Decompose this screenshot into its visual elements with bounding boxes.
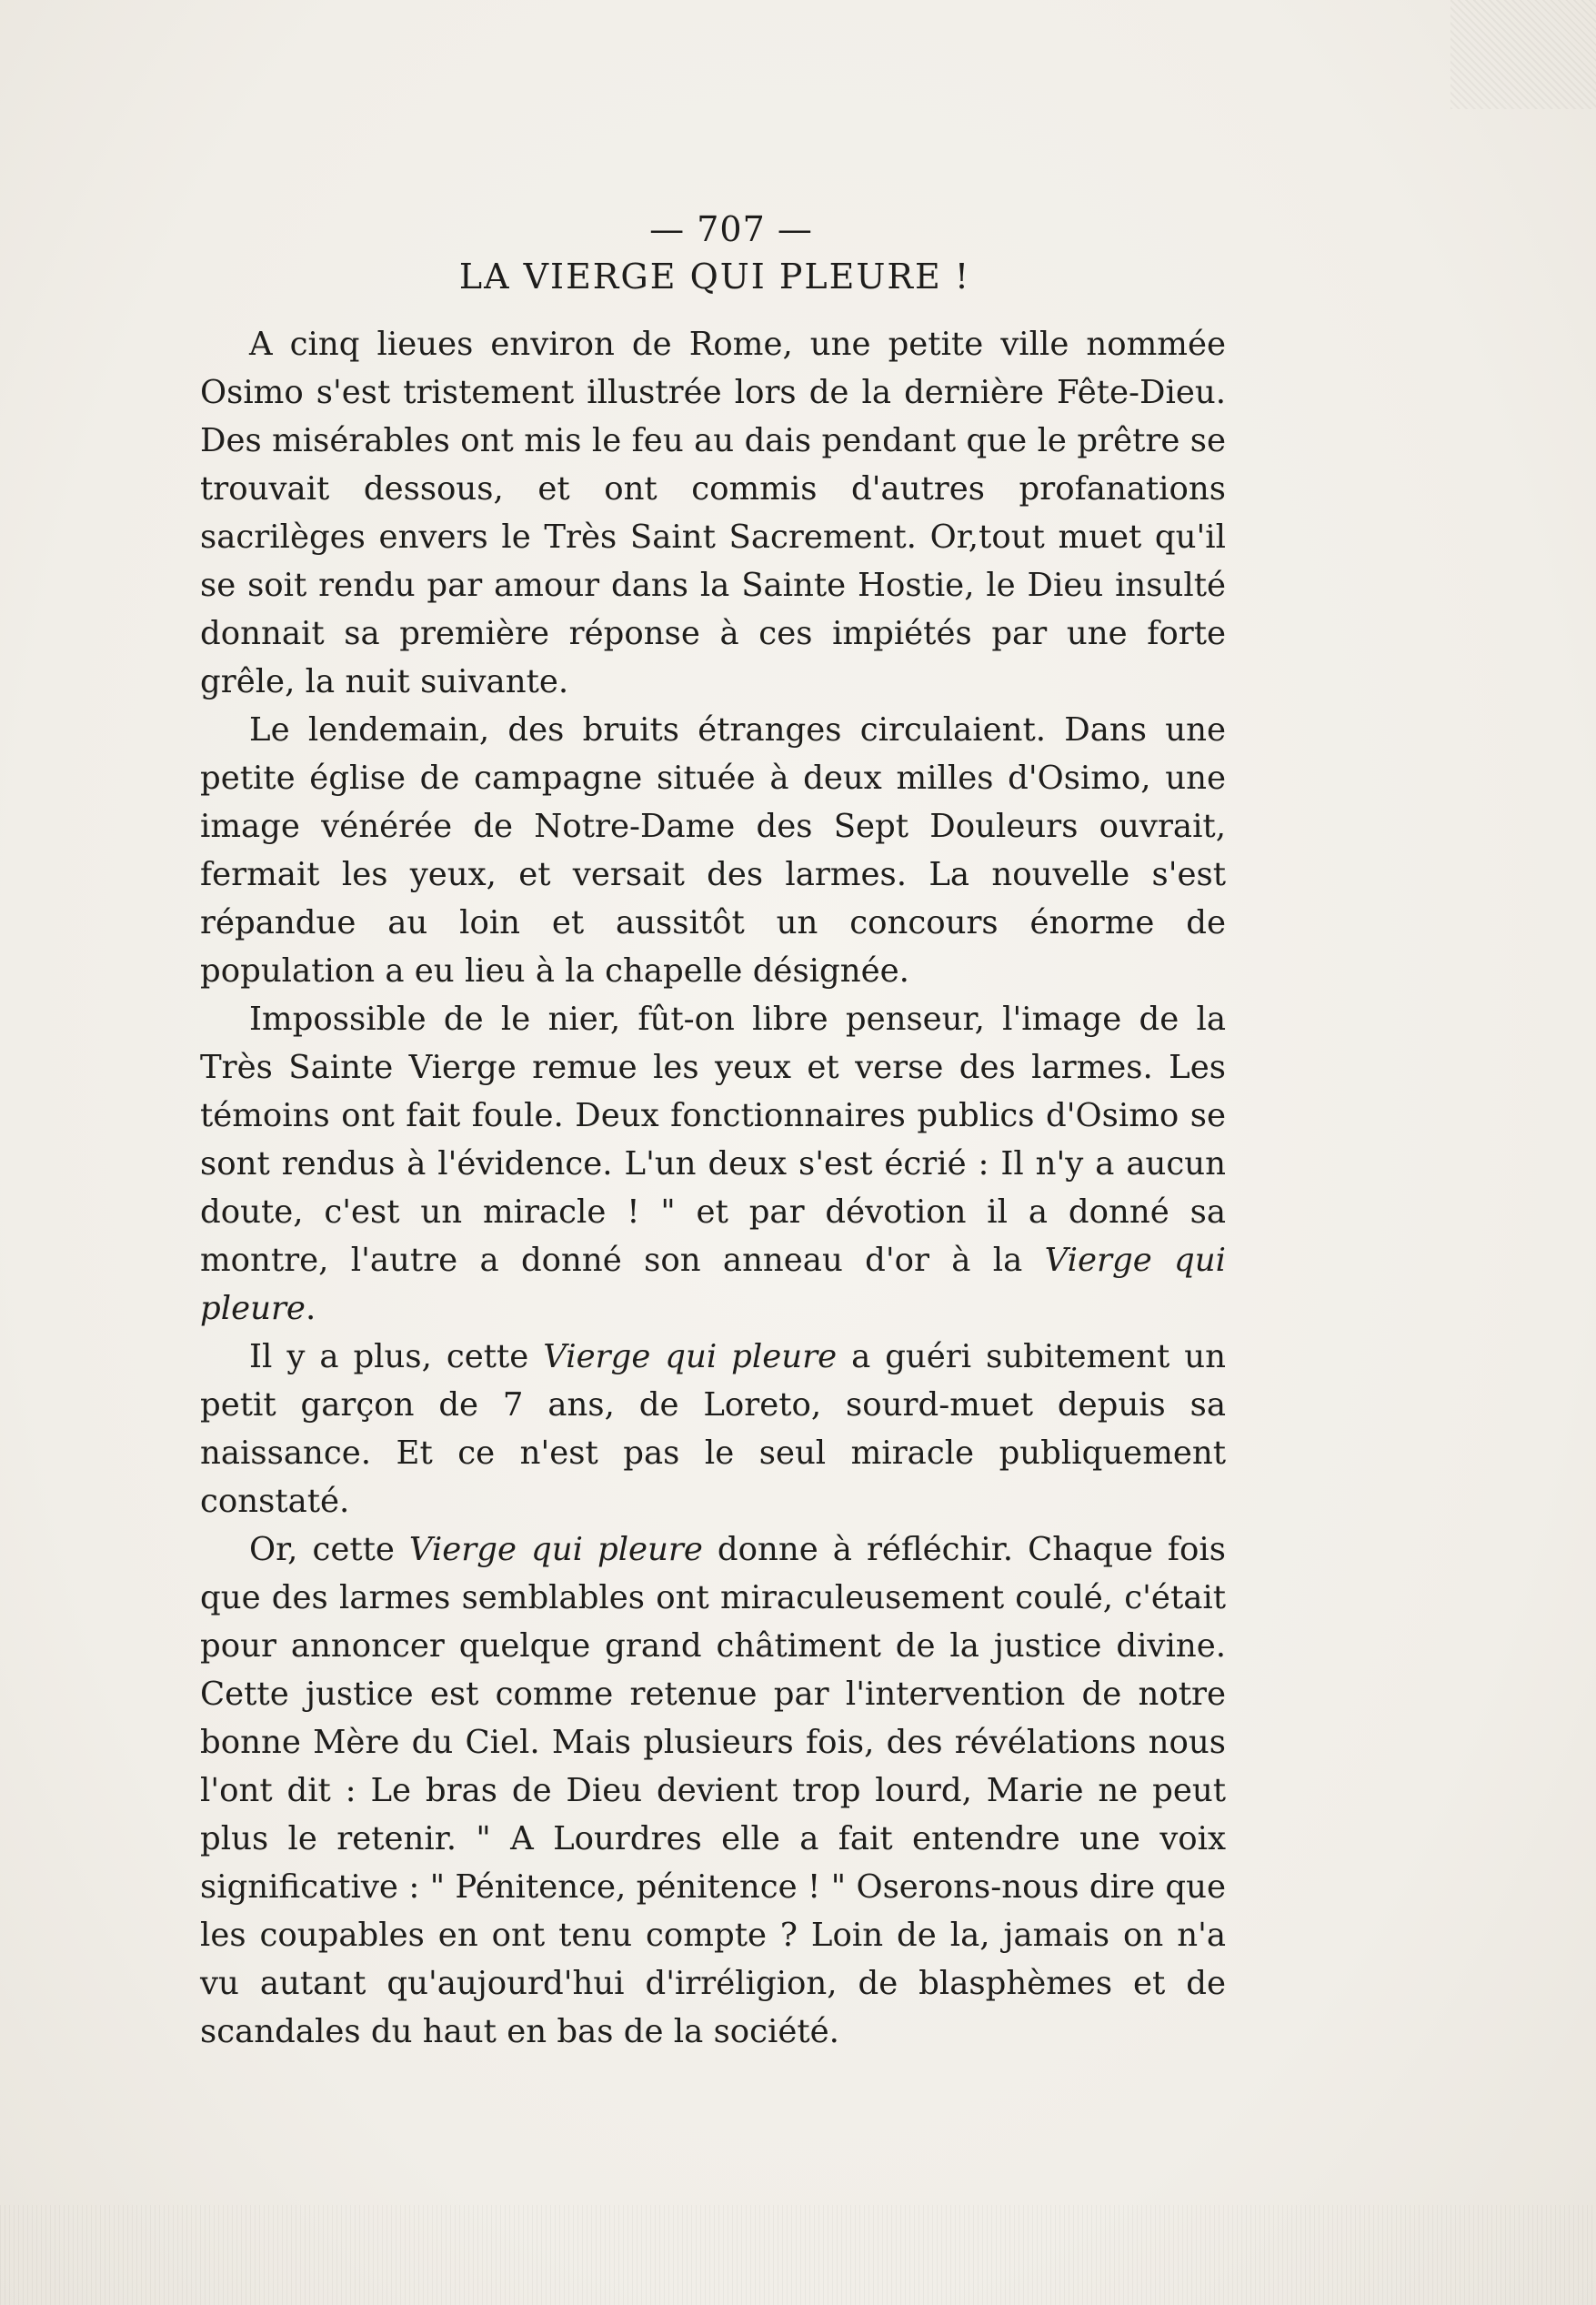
- paragraph-text: .: [305, 1290, 316, 1327]
- paragraph-4: [200, 1333, 1226, 1525]
- paragraph-2: [200, 706, 1226, 995]
- scan-noise-bottom: [0, 2205, 1596, 2305]
- paragraph-text: Le lendemain, des bruits étranges circulaient. Dans une petite église de campagne située à deux milles d'Osimo, une image vénérée de Notre-Dame des Sept Douleurs ouvrait, fermait les yeux, et versait des larmes. La nouvelle s'est répandue au loin et aussitôt un concours énorme de population a eu lieu à la chapelle désignée.: [200, 711, 1226, 990]
- page-number: — 707 —: [649, 209, 813, 249]
- paragraph-1: [200, 320, 1226, 706]
- emphasis-vierge-qui-pleure: Vierge qui pleure: [543, 1338, 838, 1375]
- paragraph-3: [200, 995, 1226, 1333]
- paragraph-text: Or, cette: [249, 1531, 409, 1568]
- paragraph-5: [200, 1525, 1226, 2056]
- paragraph-text: donne à réfléchir. Chaque fois que des larmes semblables ont miraculeusement coulé, c'était pour annoncer quelque grand châtiment de la justice divine. Cette justice est comme retenue par l'intervention de notre bonne Mère du Ciel. Mais plusieurs fois, des révélations nous l'ont dit : Le bras de Dieu devient trop lourd, Marie ne peut plus le retenir. " A Lourdres elle a fait entendre une voix significative : " Pénitence, pénitence ! " Oserons-nous dire que les coupables en ont tenu compte ? Loin de la, jamais on n'a vu autant qu'aujourd'hui d'irréligion, de blasphèmes et de scandales du haut en bas de la société.: [200, 1531, 1226, 2050]
- paragraph-text: A cinq lieues environ de Rome, une petite ville nommée Osimo s'est tristement illustrée lors de la dernière Fête-Dieu. Des misérables ont mis le feu au dais pendant que le prêtre se trouvait dessous, et ont commis d'autres profanations sacrilèges envers le Très Saint Sacrement. Or,tout muet qu'il se soit rendu par amour dans la Sainte Hostie, le Dieu insulté donnait sa première réponse à ces impiétés par une forte grêle, la nuit suivante.: [200, 326, 1226, 700]
- emphasis-vierge-qui-pleure: Vierge qui pleure: [408, 1531, 703, 1568]
- page-content: [200, 209, 1226, 2056]
- paragraph-text: Impossible de le nier, fût-on libre penseur, l'image de la Très Sainte Vierge remue les yeux et verse des larmes. Les témoins ont fait foule. Deux fonctionnaires publics d'Osimo se sont rendus à l'évidence. L'un deux s'est écrié : Il n'y a aucun doute, c'est un miracle ! " et par dévotion il a donné sa montre, l'autre a donné son anneau d'or à la: [200, 1001, 1226, 1279]
- paragraph-text: a guéri subitement un petit garçon de 7 ans, de Loreto, sourd-muet depuis sa naissance. Et ce n'est pas le seul miracle publiquement constaté.: [200, 1338, 1226, 1520]
- scan-noise-top-right: [1450, 0, 1596, 109]
- article-title: LA VIERGE QUI PLEURE !: [458, 257, 971, 297]
- emphasis-vierge-qui-pleure: Vierge qui pleure: [200, 1242, 1227, 1327]
- paragraph-text: Il y a plus, cette: [249, 1338, 544, 1375]
